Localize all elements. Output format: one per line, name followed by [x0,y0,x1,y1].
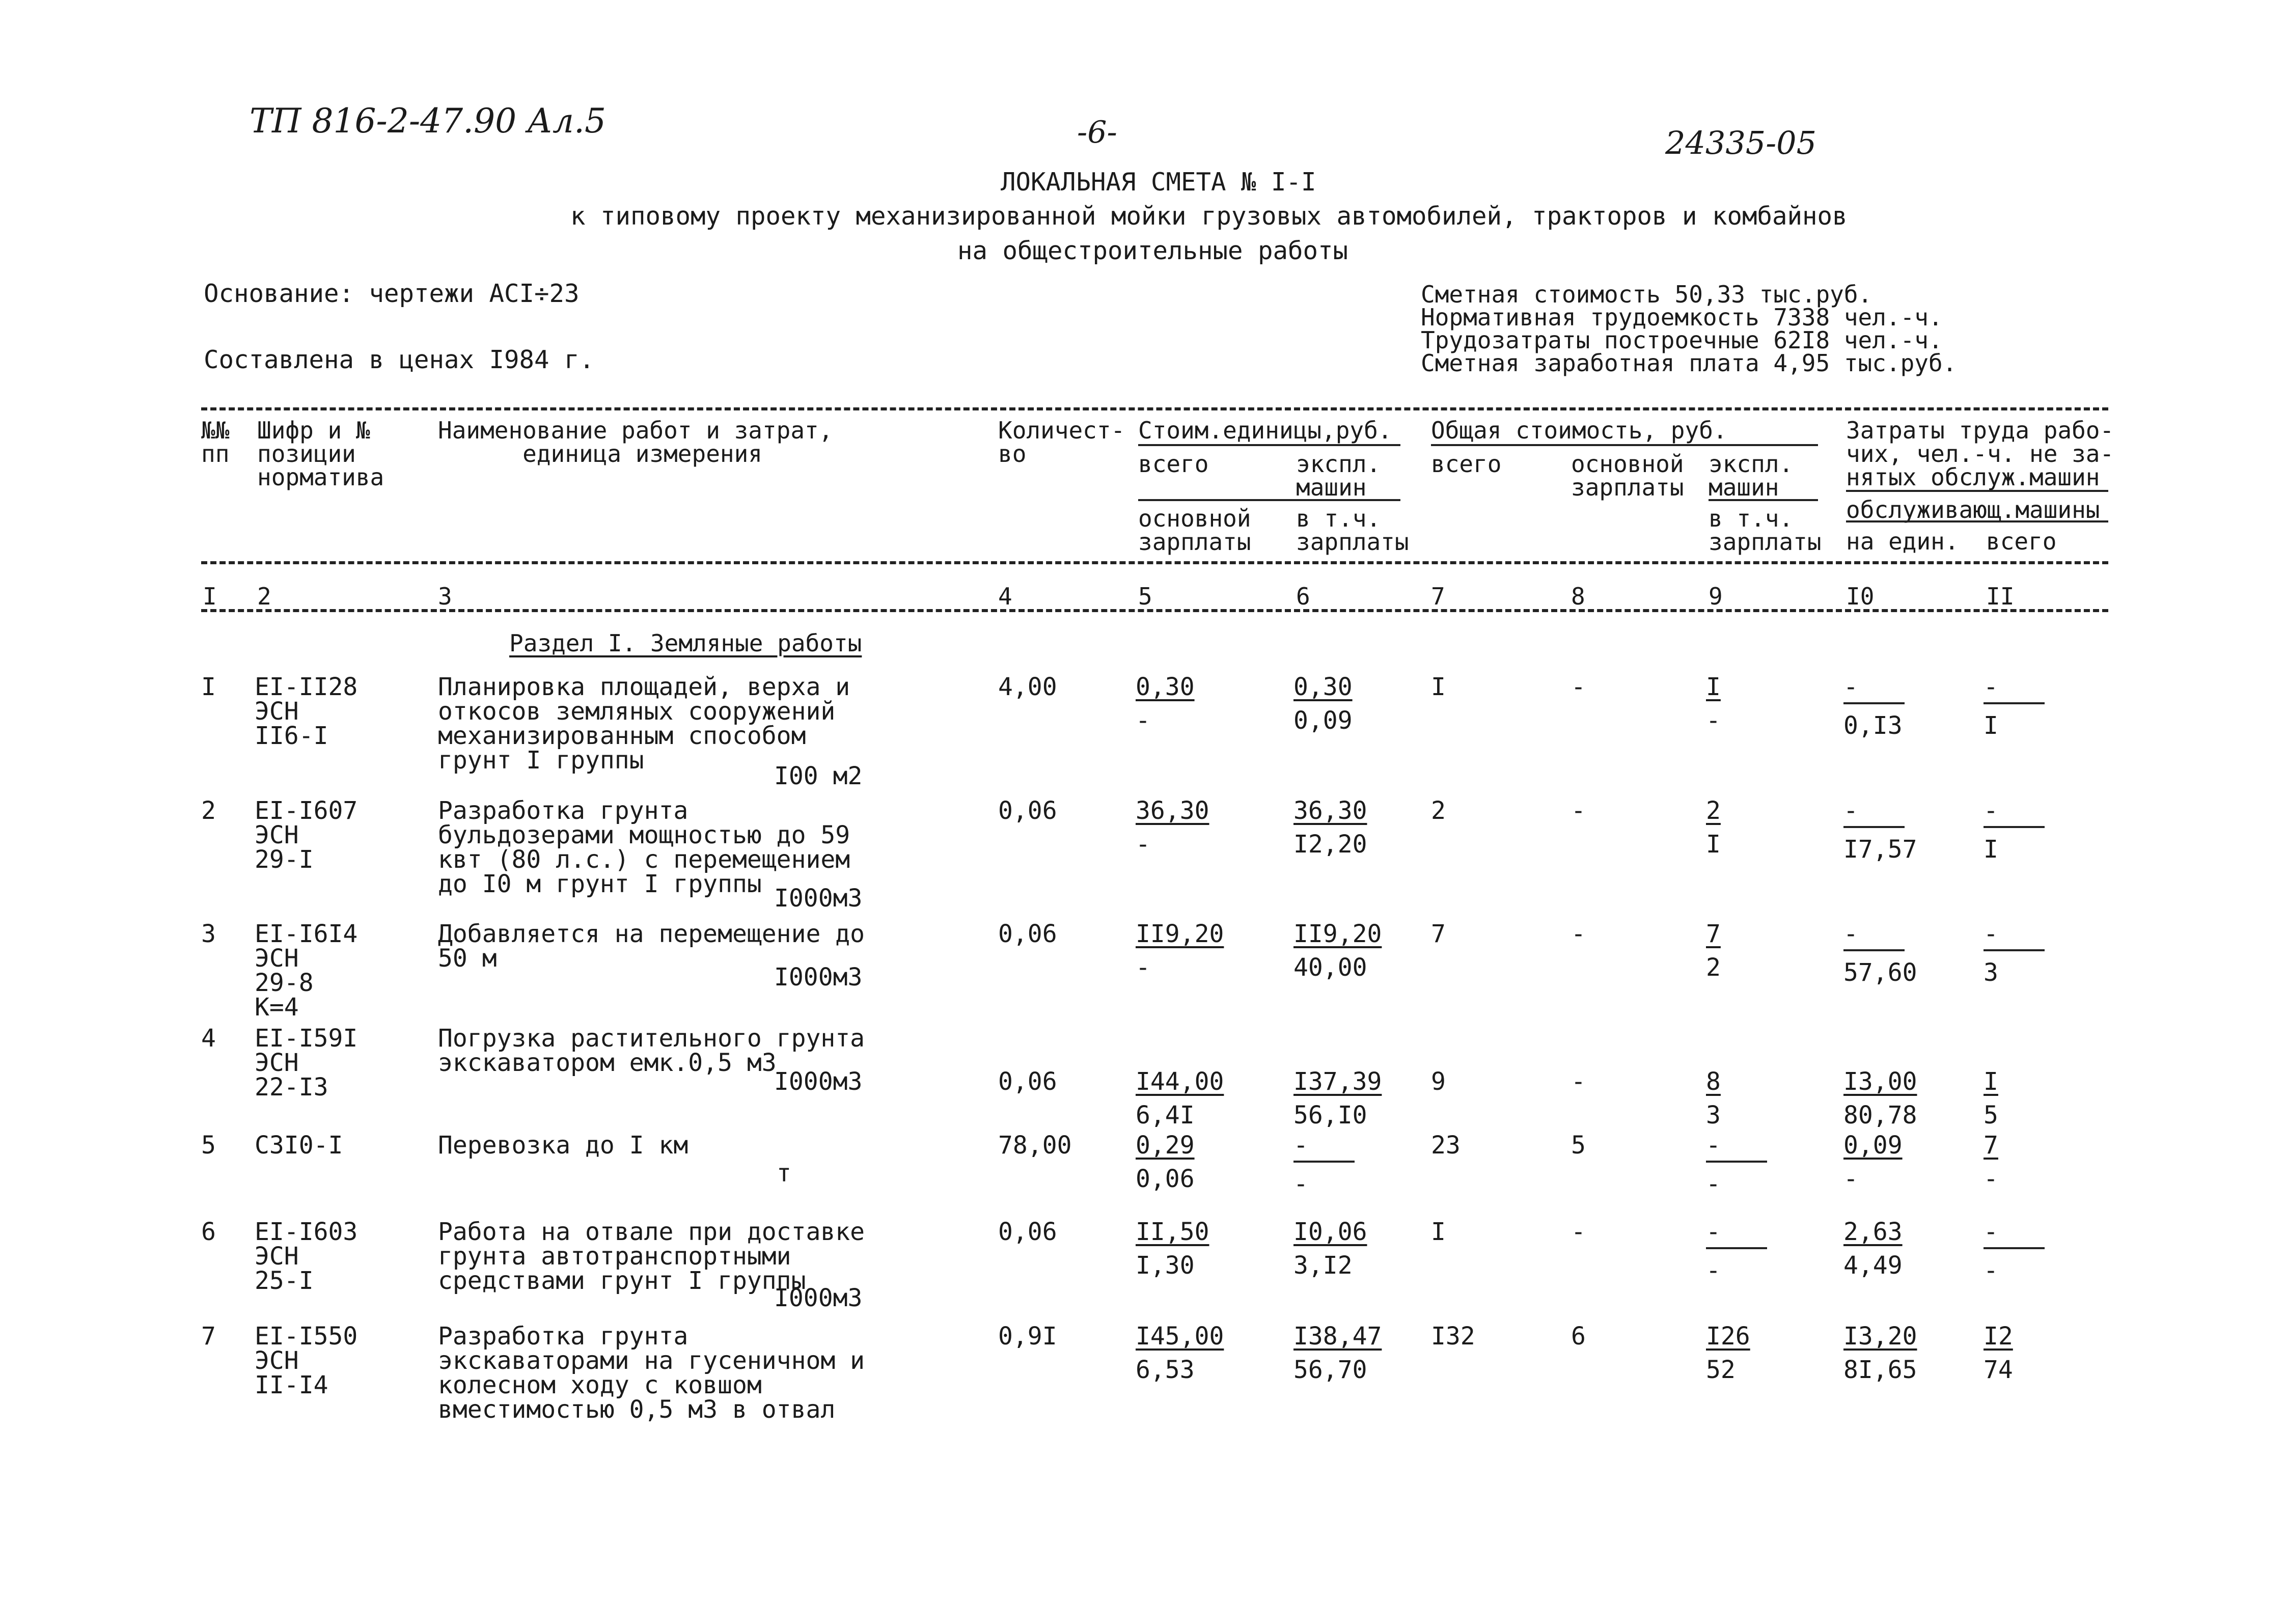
total-machine-wage: I [1706,830,1721,859]
column-number-3: 3 [438,583,452,610]
labor-unit-machines: 80,78 [1843,1101,1917,1130]
header-unit-mid-rule [1138,499,1400,501]
total-wage: 6 [1571,1322,1586,1351]
labor-total-fraction [1984,675,2070,738]
unit-total: 0,30 [1136,673,1195,701]
inventory-number: 24335-05 [1665,124,1817,161]
labor-unit-fraction [1843,796,1930,864]
row-name: Разработка грунта экскаваторами на гусеничном и колесном ходу с ковшом вместимостью 0,5 м3 в отвал [438,1322,865,1424]
header-col-name: Наименование работ и затрат, единица измерения [438,417,833,467]
total-machine-fraction [1706,1133,1793,1196]
unit-machine-wage: 40,00 [1293,953,1367,982]
row-number: 2 [201,796,216,825]
labor-unit: 2,63 [1843,1218,1903,1246]
labor-total-fraction [1984,796,2070,864]
total-all: 23 [1431,1131,1461,1160]
labor-unit-fraction [1843,1133,1930,1191]
basis-prices: Составлена в ценах I984 г. [204,345,595,374]
summary-line-3: Трудозатраты построечные 62I8 чел.-ч. [1421,326,1943,354]
labor-unit: - [1843,922,1905,951]
row-unit: I000м3 [774,963,863,992]
row-number: 5 [201,1131,216,1160]
row-unit: т [777,1159,791,1188]
labor-unit-machines: 4,49 [1843,1251,1903,1280]
header-unit-machines: экспл. машин [1296,450,1381,501]
header-top-dashed-rule [201,407,2108,410]
row-unit: I000м3 [774,884,863,913]
column-numbers-dashed-rule [201,609,2108,612]
unit-wage: 6,53 [1136,1356,1195,1384]
unit-wage: - [1136,953,1150,982]
labor-unit: I3,20 [1843,1322,1917,1351]
column-number-9: 9 [1709,583,1723,610]
total-wage: - [1571,920,1586,948]
row-quantity: 0,9I [998,1322,1057,1351]
unit-machines: - [1293,1133,1355,1163]
labor-total-machines: 3 [1984,958,1998,987]
total-machines: I [1706,673,1721,701]
total-machine-fraction [1706,1324,1793,1382]
row-quantity: 0,06 [998,1218,1057,1246]
header-total-cost: Общая стоимость, руб. [1431,417,1727,444]
total-machines: - [1706,1133,1767,1163]
unit-total: II9,20 [1136,920,1224,948]
labor-unit-fraction [1843,1220,1930,1278]
header-total-all: всего [1431,450,1502,478]
total-wage: 5 [1571,1131,1586,1160]
labor-unit: 0,09 [1843,1131,1903,1160]
header-total-mid-rule [1709,499,1818,501]
total-wage: - [1571,673,1586,701]
labor-total: - [1984,799,2045,828]
labor-unit: - [1843,675,1905,704]
row-number: 6 [201,1218,216,1246]
labor-total-machines: - [1984,1165,1998,1193]
unit-machine-fraction [1293,1220,1380,1278]
document-title: ЛОКАЛЬНАЯ СМЕТА № I-I [1001,168,1316,197]
header-total-wage: основной зарплаты [1571,450,1684,501]
unit-wage: - [1136,706,1150,735]
total-machine-wage: 2 [1706,953,1721,982]
total-machine-wage: 52 [1706,1356,1736,1384]
labor-unit-fraction [1843,675,1930,738]
header-labor-per-unit: на един. [1846,528,1959,555]
row-quantity: 0,06 [998,1067,1057,1096]
total-wage: - [1571,796,1586,825]
row-name: Планировка площадей, верха и откосов земляных сооружений механизированным способом грунт I группы [438,673,850,775]
header-labor-total: всего [1986,528,2057,555]
unit-machine-wage: 3,I2 [1293,1251,1353,1280]
row-name: Перевозка до I км [438,1131,688,1160]
labor-total: I [1984,1067,1998,1096]
labor-total-machines: I [1984,711,1998,740]
row-code: ЕI-I6I4 ЭСН 29-8 К=4 [255,920,358,1022]
labor-total-machines: 5 [1984,1101,1998,1130]
total-machine-wage: - [1706,1170,1721,1198]
summary-line-2: Нормативная трудоемкость 7338 чел.-ч. [1421,304,1943,331]
column-number-8: 8 [1571,583,1585,610]
total-machines: 7 [1706,920,1721,948]
labor-unit: - [1843,799,1905,828]
total-machines: I26 [1706,1322,1750,1351]
row-code: ЕI-I607 ЭСН 29-I [255,796,358,874]
row-number: 3 [201,920,216,948]
total-all: I [1431,673,1446,701]
labor-unit-fraction [1843,922,1930,985]
document-subtitle: к типовому проекту механизированной мойки грузовых автомобилей, тракторов и комбайнов [570,202,1848,231]
total-machine-wage: 3 [1706,1101,1721,1130]
labor-total-machines: 74 [1984,1356,2013,1384]
row-name: Добавляется на перемещение до 50 м [438,920,865,973]
total-machines: 2 [1706,796,1721,825]
total-all: 7 [1431,920,1446,948]
column-number-11: II [1986,583,2015,610]
summary-line-1: Сметная стоимость 50,33 тыс.руб. [1421,281,1872,308]
unit-machine-fraction [1293,1133,1380,1196]
unit-cost-fraction [1136,1133,1222,1191]
labor-total-fraction [1984,1067,2070,1130]
row-code: С3I0-I [255,1131,343,1160]
unit-cost-fraction [1136,675,1222,733]
row-name: Работа на отвале при доставке грунта автотранспортными средствами грунт I группы [438,1218,865,1295]
row-unit: I00 м2 [774,762,863,790]
unit-wage: I,30 [1136,1251,1195,1280]
total-wage: - [1571,1218,1586,1246]
total-machine-wage: - [1706,1256,1721,1285]
page-number: -6- [1077,115,1117,150]
summary-line-4: Сметная заработная плата 4,95 тыс.руб. [1421,349,1957,377]
unit-wage: 0,06 [1136,1165,1195,1193]
labor-unit-machines: 8I,65 [1843,1356,1917,1384]
header-labor-service: обслуживающ.машины [1846,496,2100,524]
total-machine-wage: - [1706,706,1721,735]
column-number-1: I [203,583,217,610]
row-name: Погрузка растительного грунта экскаватором емк.0,5 м3 [438,1024,865,1077]
total-machine-fraction [1706,922,1793,980]
total-machine-fraction [1706,1220,1793,1283]
unit-machine-wage: - [1293,1170,1308,1198]
unit-cost-fraction [1136,1067,1224,1130]
unit-cost-fraction [1136,796,1222,859]
unit-total: 36,30 [1136,796,1209,825]
labor-total-machines: - [1984,1256,1998,1285]
header-total-cost-underline [1431,444,1818,446]
labor-unit-machines: I7,57 [1843,835,1917,864]
header-col-number: №№ пп [201,417,230,467]
header-unit-wage: основной зарплаты [1138,505,1251,556]
column-number-5: 5 [1138,583,1152,610]
unit-cost-fraction [1136,1324,1222,1382]
row-code: ЕI-I550 ЭСН II-I4 [255,1322,358,1399]
row-number: I [201,673,216,701]
row-quantity: 4,00 [998,673,1057,701]
header-col-code: Шифр и № позиции норматива [257,417,384,491]
unit-machine-fraction [1293,796,1380,859]
row-code: ЕI-II28 ЭСН II6-I [255,673,358,750]
unit-total: 0,29 [1136,1131,1195,1160]
unit-wage: 6,4I [1136,1101,1195,1130]
section-heading: Раздел I. Земляные работы [509,629,862,657]
total-wage: - [1571,1067,1586,1096]
total-all: I [1431,1218,1446,1246]
column-number-6: 6 [1296,583,1310,610]
total-all: 2 [1431,796,1446,825]
unit-machine-fraction [1293,675,1380,733]
unit-machines: I38,47 [1293,1322,1382,1351]
labor-total-machines: I [1984,835,1998,864]
row-quantity: 78,00 [998,1131,1072,1160]
basis-drawings: Основание: чертежи АСI÷23 [204,279,580,308]
column-number-7: 7 [1431,583,1445,610]
unit-machines: I0,06 [1293,1218,1367,1246]
labor-unit-machines: - [1843,1165,1858,1193]
total-machines: 8 [1706,1067,1721,1096]
unit-machine-wage: I2,20 [1293,830,1367,859]
header-labor-rule [1846,490,2108,492]
unit-machine-wage: 0,09 [1293,706,1353,735]
total-machine-fraction [1706,675,1793,733]
row-code: ЕI-I59I ЭСН 22-I3 [255,1024,358,1102]
column-number-4: 4 [998,583,1012,610]
header-unit-cost: Стоим.единицы,руб. [1138,417,1392,444]
labor-unit: I3,00 [1843,1067,1917,1096]
unit-total: I44,00 [1136,1067,1224,1096]
labor-unit-machines: 57,60 [1843,958,1917,987]
unit-total: II,50 [1136,1218,1209,1246]
row-number: 4 [201,1024,216,1053]
total-machine-fraction [1706,796,1793,859]
labor-total: - [1984,922,2045,951]
labor-total-fraction [1984,922,2070,985]
unit-machine-fraction [1293,1324,1380,1382]
total-machines: - [1706,1220,1767,1249]
row-unit: I000м3 [774,1067,863,1096]
labor-unit-machines: 0,I3 [1843,711,1903,740]
unit-wage: - [1136,830,1150,859]
header-unit-total: всего [1138,450,1209,478]
row-code: ЕI-I603 ЭСН 25-I [255,1218,358,1295]
unit-machines: I37,39 [1293,1067,1382,1096]
unit-cost-fraction [1136,922,1222,980]
labor-total: I2 [1984,1322,2013,1351]
header-unit-machine-wage: в т.ч. зарплаты [1296,505,1409,556]
column-number-2: 2 [257,583,271,610]
row-quantity: 0,06 [998,920,1057,948]
unit-cost-fraction [1136,1220,1222,1278]
header-total-machines: экспл. машин [1709,450,1794,501]
total-all: I32 [1431,1322,1475,1351]
total-all: 9 [1431,1067,1446,1096]
row-name: Разработка грунта бульдозерами мощностью до 59 квт (80 л.с.) с перемещением до I0 м грунт I группы [438,796,850,898]
header-col-quantity: Количест- во [998,417,1125,467]
unit-machines: 0,30 [1293,673,1353,701]
header-unit-cost-underline [1138,444,1400,446]
doc-reference: ТП 816-2-47.90 Ал.5 [250,101,607,141]
labor-total-fraction [1984,1220,2070,1283]
column-number-10: I0 [1846,583,1875,610]
header-labor: Затраты труда рабо- чих, чел.-ч. не за- нятых обслуж.машин [1846,417,2114,491]
row-number: 7 [201,1322,216,1351]
labor-total: - [1984,1220,2045,1249]
labor-unit-fraction [1843,1324,1930,1382]
unit-total: I45,00 [1136,1322,1224,1351]
total-machine-fraction [1706,1067,1793,1130]
unit-machine-fraction [1293,922,1380,980]
labor-unit-fraction [1843,1067,1930,1130]
header-labor-service-rule [1846,520,2108,522]
row-quantity: 0,06 [998,796,1057,825]
labor-total: - [1984,675,2045,704]
document-subtitle-2: на общестроительные работы [957,236,1348,265]
unit-machines: II9,20 [1293,920,1382,948]
unit-machine-wage: 56,I0 [1293,1101,1367,1130]
unit-machines: 36,30 [1293,796,1367,825]
unit-machine-fraction [1293,1067,1382,1130]
header-total-machine-wage: в т.ч. зарплаты [1709,505,1822,556]
labor-total: 7 [1984,1131,1998,1160]
labor-total-fraction [1984,1133,2070,1191]
labor-total-fraction [1984,1324,2070,1382]
unit-machine-wage: 56,70 [1293,1356,1367,1384]
row-unit: I000м3 [774,1284,863,1312]
header-bottom-dashed-rule [201,561,2108,564]
